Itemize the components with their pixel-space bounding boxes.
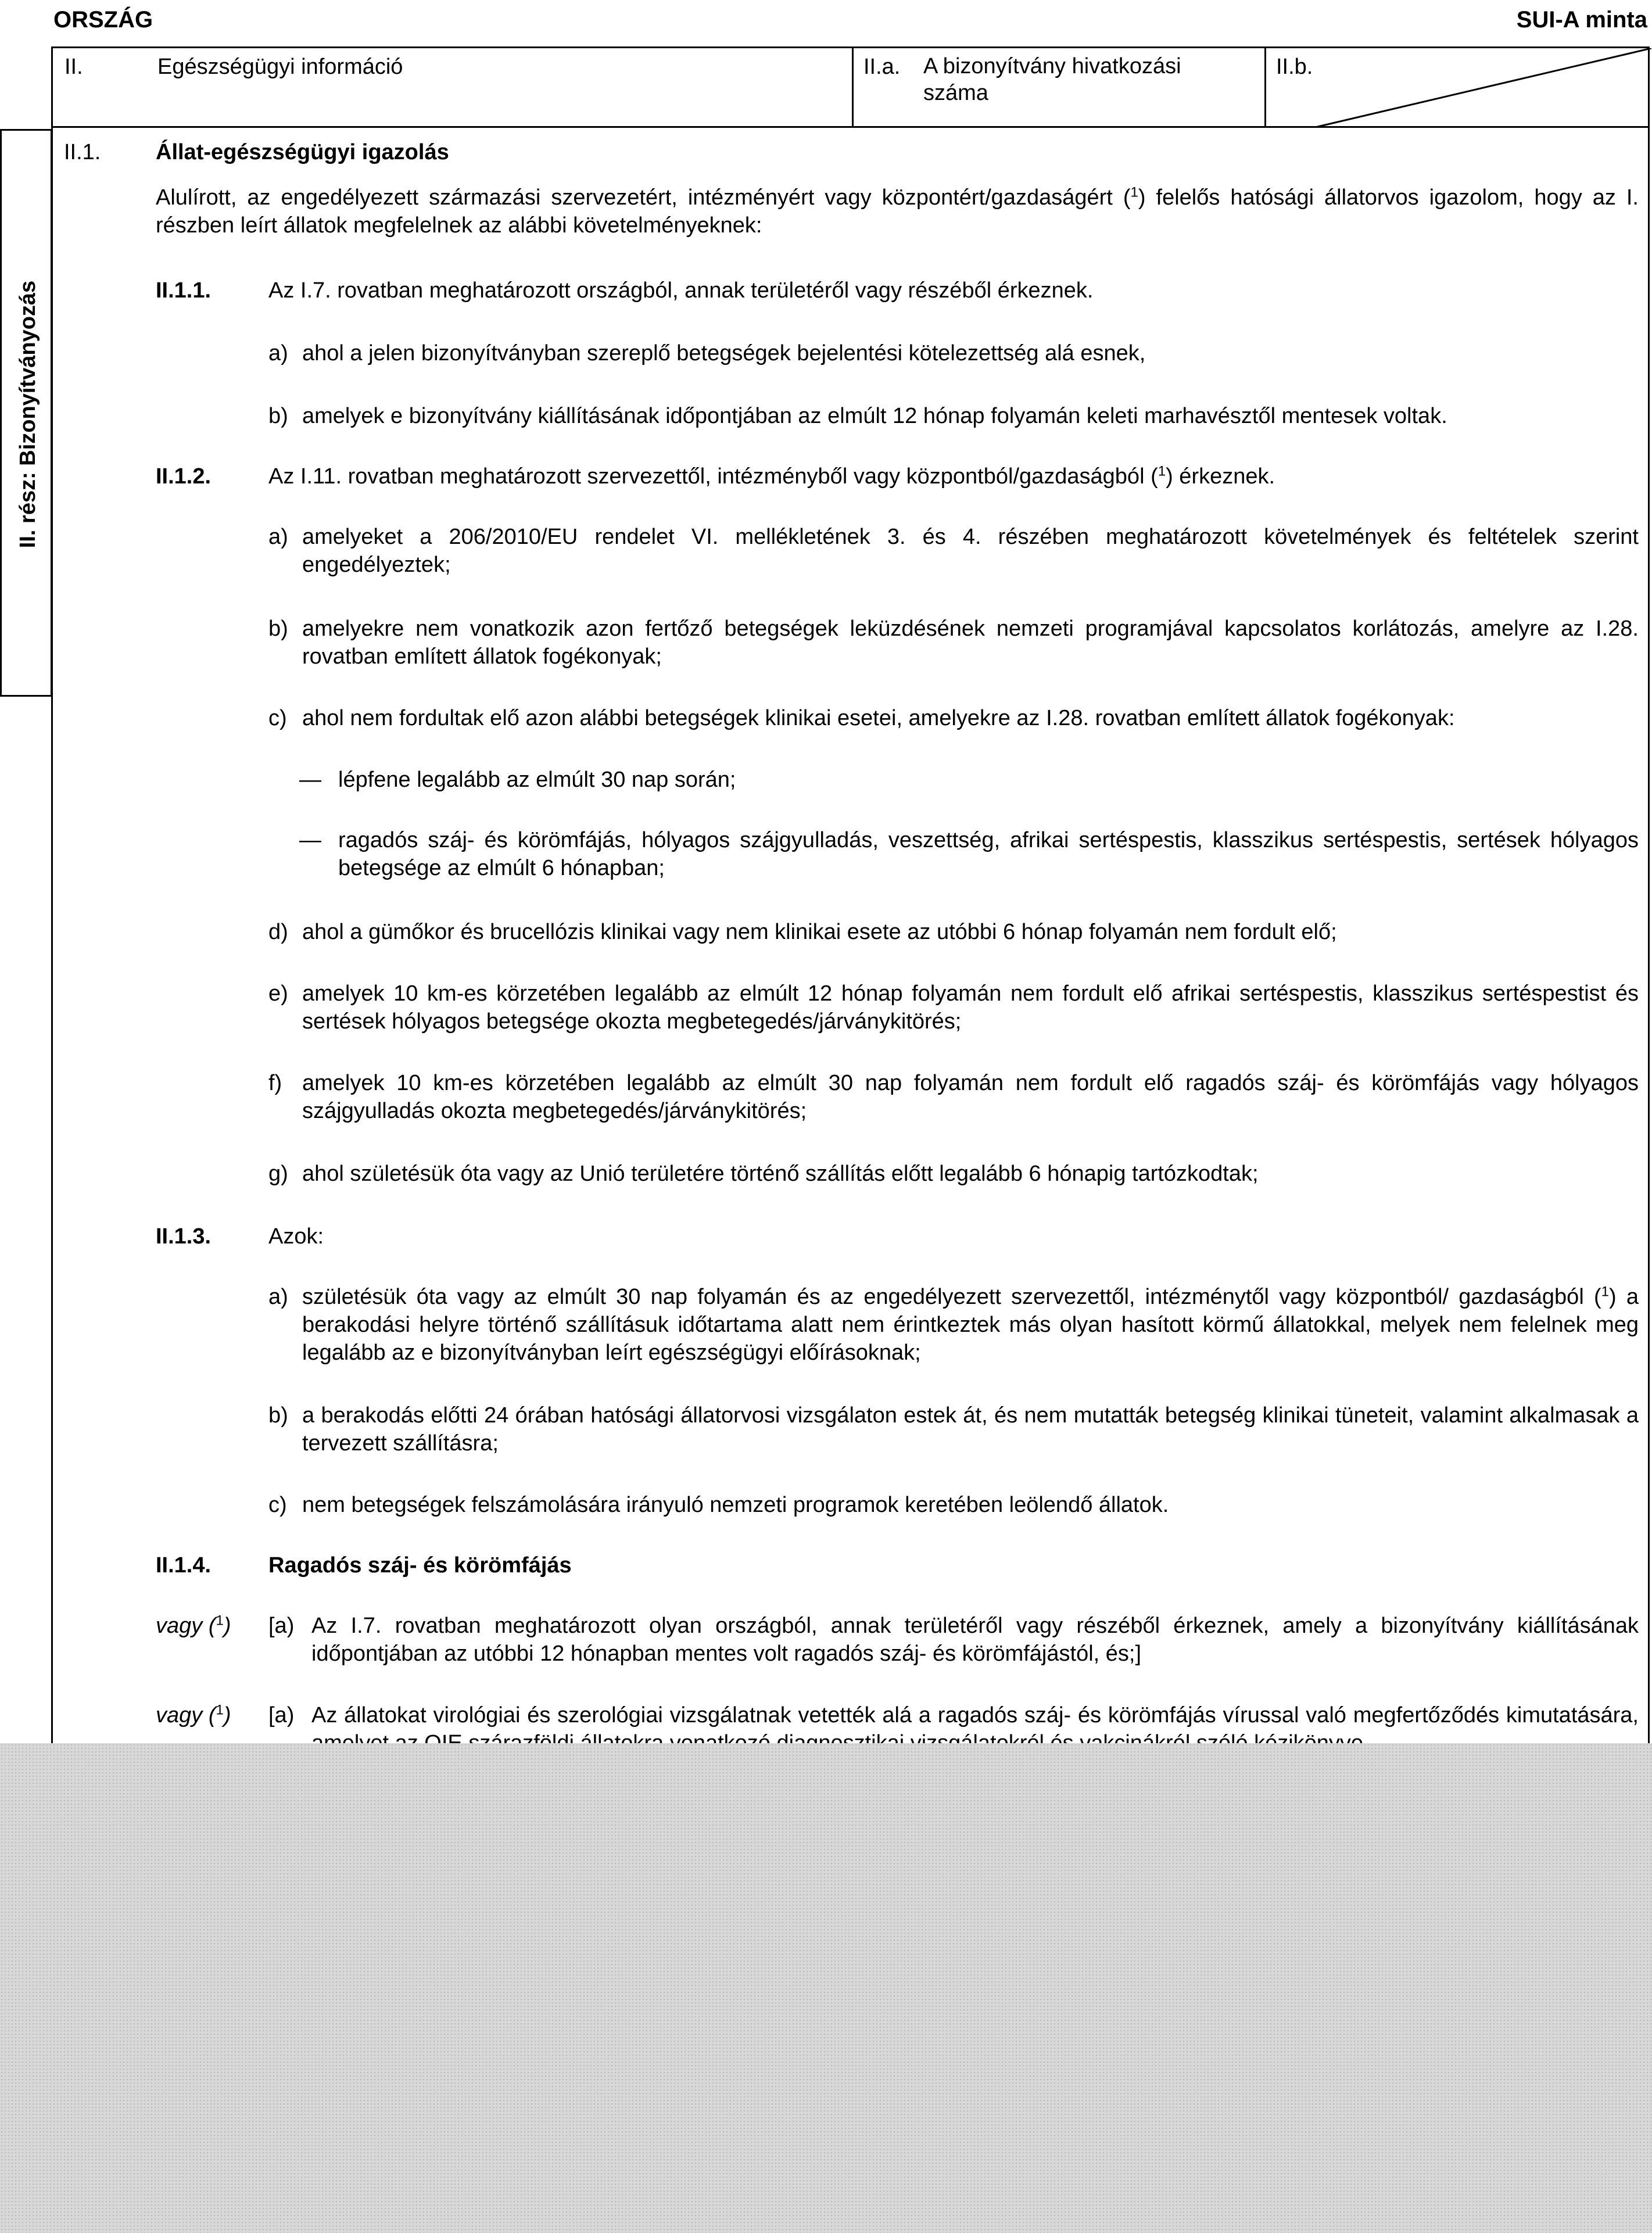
item-text: születésük óta vagy az elmúlt 30 nap folyamán és az engedélyezett szervezettől, intézménytől vagy központból/ gazdaságból ($^1$) a berakodási helyre történő szállításuk időtartama alatt nem érintkeztek más olyan hasított körmű állatokkal, melyek nem felelnek meg legalább az e bizonyítványban leírt egészségügyi előírásoknak; [302, 1284, 1639, 1365]
item-text: ahol a gümőkor és brucellózis klinikai vagy nem klinikai esete az utóbbi 6 hónap folyamán nem fordult elő; [302, 920, 1337, 944]
option-marker: vagy ($^1$) [156, 1702, 231, 1727]
item-text: amelyek 10 km-es körzetében legalább az elmúlt 30 nap folyamán nem fordult elő ragadós száj- és körömfájás vagy hólyagos szájgyulladás okozta megbetegedés/járványkitörés; [302, 1071, 1639, 1123]
section-iib-label: II.b. [1276, 55, 1313, 79]
model-heading: SUI-A minta [1516, 7, 1647, 33]
section-number: II.1. [64, 140, 101, 164]
item-letter: c) [268, 706, 287, 730]
section-heading: Állat-egészségügyi igazolás [156, 140, 449, 164]
item-letter: a) [268, 341, 288, 365]
item-letter: a) [268, 1285, 288, 1309]
side-label: II. rész: Bizonyítványozás [16, 280, 40, 549]
reference-number-label: II.a. [863, 55, 901, 79]
masked-area [0, 1743, 1652, 2233]
item-text: amelyeket a 206/2010/EU rendelet VI. mellékletének 3. és 4. részében meghatározott követelmények és feltételek szerint engedélyeztek; [302, 525, 1639, 577]
diagonal-line [1313, 48, 1651, 128]
item-letter: [a) [268, 1703, 295, 1727]
item-letter: a) [268, 525, 288, 549]
section-number: II. [64, 55, 83, 79]
item-letter: g) [268, 1162, 288, 1186]
item-letter: b) [268, 617, 288, 641]
item-text: Az I.7. rovatban meghatározott olyan országból, annak területéről vagy részéből érkeznek, amely a bizonyítvány kiállításának időpontjában az utóbbi 12 hónapban mentes volt ragadós száj- és körömfájástól, és;] [311, 1614, 1639, 1666]
clause-number: II.1.3. [156, 1224, 212, 1249]
section-title: Egészségügyi információ [157, 55, 403, 79]
item-text: ahol születésük óta vagy az Unió területére történő szállítás előtt legalább 6 hónapig tartózkodtak; [302, 1162, 1259, 1186]
item-text: amelyekre nem vonatkozik azon fertőző betegségek leküzdésének nemzeti programjával kapcsolatos korlátozás, amelyre az I.28. rovatban említett állatok fogékonyak; [302, 617, 1639, 669]
intro-paragraph: Alulírott, az engedélyezett származási szervezetért, intézményért vagy központért/gazdaságért ($^1$) felelős hatósági állatorvos igazolom, hogy az I. részben leírt állatok megfelelnek az alábbi követelményeknek: [156, 184, 1639, 238]
country-heading: ORSZÁG [53, 7, 153, 33]
clause-text: Az I.11. rovatban meghatározott szervezettől, intézményből vagy központból/gazdaságból ($^1$) érkeznek. [268, 463, 1275, 489]
side-label-box [0, 129, 52, 697]
clause-number: II.1.1. [156, 278, 212, 303]
item-text: amelyek e bizonyítvány kiállításának időpontjában az elmúlt 12 hónap folyamán keleti marhavésztől mentesek voltak. [302, 404, 1447, 428]
certificate-header-box [51, 46, 1650, 128]
option-marker: vagy ($^1$) [156, 1612, 231, 1638]
column-divider [852, 48, 854, 126]
item-letter: d) [268, 920, 288, 944]
item-text: ahol a jelen bizonyítványban szereplő betegségek bejelentési kötelezettség alá esnek, [302, 341, 1146, 365]
item-text: Az állatokat virológiai és szerológiai vizsgálatnak vetették alá a ragadós száj- és körömfájás vírussal való megfertőződés kimutatására, [311, 1703, 1639, 1727]
item-letter: f) [268, 1071, 282, 1095]
item-text: nem betegségek felszámolására irányuló nemzeti programok keretében leölendő állatok. [302, 1493, 1169, 1517]
clause-number: II.1.4. [156, 1553, 212, 1578]
item-letter: [a) [268, 1614, 295, 1638]
item-text: ahol nem fordultak elő azon alábbi betegségek klinikai esetei, amelyekre az I.28. rovatban említett állatok fogékonyak: [302, 706, 1455, 730]
item-text: lépfene legalább az elmúlt 30 nap során; [338, 768, 736, 792]
item-letter: e) [268, 981, 288, 1006]
clause-number: II.1.2. [156, 464, 212, 489]
item-text: a berakodás előtti 24 órában hatósági állatorvosi vizsgálaton estek át, és nem mutatták betegség klinikai tüneteit, valamint alkalmasak a tervezett szállításra; [302, 1403, 1639, 1456]
dash-bullet: — [299, 828, 321, 852]
column-divider [1264, 48, 1266, 126]
clause-heading: Ragadós száj- és körömfájás [268, 1553, 572, 1578]
item-letter: c) [268, 1493, 287, 1517]
item-letter: b) [268, 1403, 288, 1428]
item-letter: b) [268, 404, 288, 428]
reference-number-text: A bizonyítvány hivatkozási száma [923, 54, 1181, 105]
clause-text: Azok: [268, 1224, 324, 1249]
item-text: amelyek 10 km-es körzetében legalább az elmúlt 12 hónap folyamán nem fordult elő afrikai sertéspestis, klasszikus sertéspestist és sertések hólyagos betegsége okozta megbetegedés/járványkitörés; [302, 981, 1639, 1034]
item-text: ragadós száj- és körömfájás, hólyagos szájgyulladás, veszettség, afrikai sertéspestis, klasszikus sertéspestis, sertések hólyagos betegsége az elmúlt 6 hónapban; [338, 828, 1639, 880]
clause-text: Az I.7. rovatban meghatározott országból, annak területéről vagy részéből érkeznek. [268, 278, 1094, 303]
dash-bullet: — [299, 768, 321, 792]
